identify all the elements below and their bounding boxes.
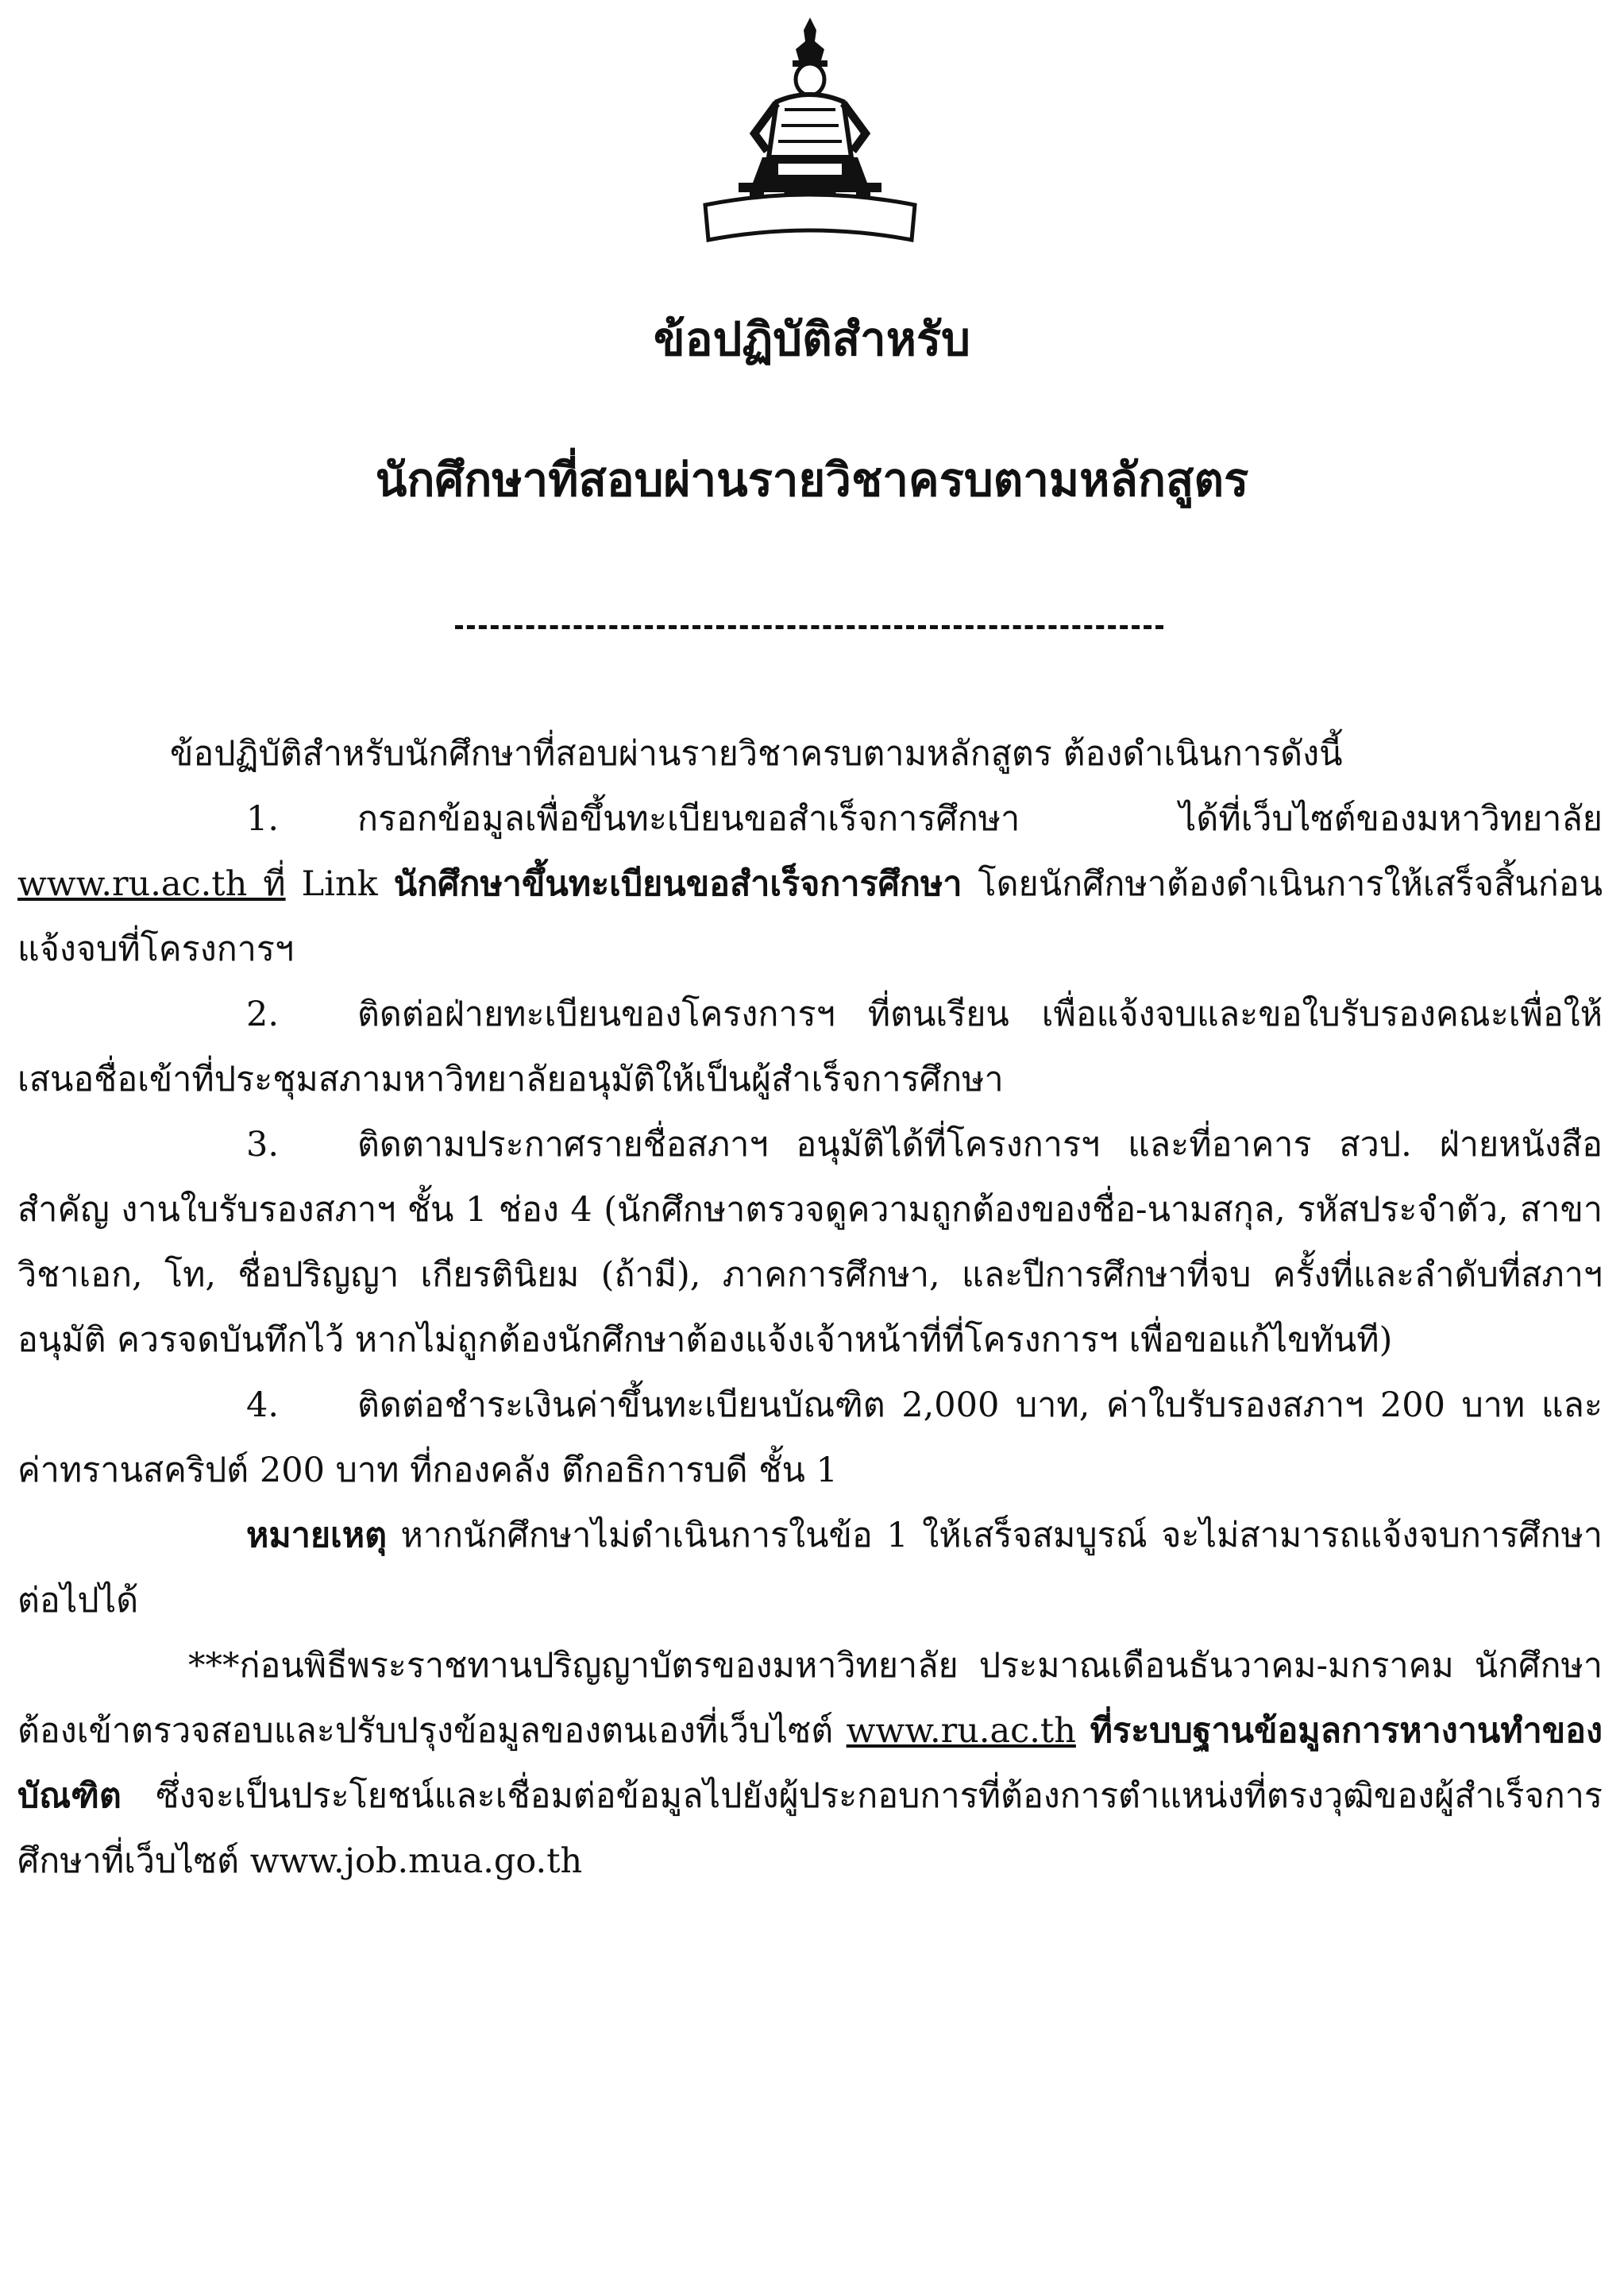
list-item-text: ติดตามประกาศรายชื่อสภาฯ อนุมัติได้ที่โครงการฯ และที่อาคาร สวป. ฝ่ายหนังสือสำคัญ งานใบรับรองสภาฯ ชั้น 1 ช่อง 4 (นักศึกษาตรวจดูความถูกต้องของชื่อ-นามสกุล, รหัสประจำตัว, สาขาวิชาเอก, โท, ชื่อปริญญา เกียรตินิยม (ถ้ามี), ภาคการศึกษา, และปีการศึกษาที่จบ ครั้งที่และลำดับที่สภาฯ อนุมัติ ควรจดบันทึกไว้ หากไม่ถูกต้องนักศึกษาต้องแจ้งเจ้าหน้าที่ที่โครงการฯ เพื่อขอแก้ไขทันที) (17, 1125, 1603, 1360)
announcement-text: ***ก่อนพิธีพระราชทานปริญญาบัตรของมหาวิทยาลัย ประมาณเดือนธันวาคม-มกราคม นักศึกษาต้องเข้าตรวจสอบและปรับปรุงข้อมูลของตนเองที่เว็บไซต์ (17, 1646, 1603, 1751)
intro-paragraph: ข้อปฏิบัติสำหรับนักศึกษาที่สอบผ่านรายวิชาครบตามหลักสูตร ต้องดำเนินการดังนี้ (170, 734, 1343, 774)
document-title-line-1: ข้อปฏิบัติสำหรับ (654, 312, 970, 366)
list-item-text: กรอกข้อมูลเพื่อขึ้นทะเบียนขอสำเร็จการศึกษา ได้ที่เว็บไซต์ของมหาวิทยาลัย (357, 799, 1603, 839)
announcement-bold-text: ที่ระบบฐานข้อมูลการหางานทำของบัณฑิต (17, 1711, 1603, 1816)
announcement-paragraph (17, 1633, 1603, 1894)
list-item-number: 3. (246, 1125, 280, 1165)
list-item-number: 2. (246, 995, 280, 1034)
list-item-2 (17, 982, 1603, 1112)
note-text: หากนักศึกษาไม่ดำเนินการในข้อ 1 ให้เสร็จสมบูรณ์ จะไม่สามารถแจ้งจบการศึกษาต่อไปได้ (17, 1516, 1603, 1621)
list-item-4 (17, 1373, 1603, 1503)
website-link[interactable]: www.ru.ac.th (846, 1711, 1076, 1751)
note-paragraph (17, 1503, 1603, 1633)
document-body (17, 721, 1603, 1894)
list-item-text: Link (285, 864, 394, 904)
note-label: หมายเหตุ (246, 1516, 387, 1555)
list-item-number: 4. (246, 1385, 280, 1425)
website-link[interactable]: www.ru.ac.th ที่ (17, 864, 286, 904)
list-item-3 (17, 1112, 1603, 1373)
list-item-text: ติดต่อฝ่ายทะเบียนของโครงการฯ ที่ตนเรียน เพื่อแจ้งจบและขอใบรับรองคณะเพื่อให้เสนอชื่อเข้าที่ประชุมสภามหาวิทยาลัยอนุมัติให้เป็นผู้สำเร็จการศึกษา (17, 995, 1603, 1099)
list-item-1 (17, 786, 1603, 982)
link-name-bold: นักศึกษาขึ้นทะเบียนขอสำเร็จการศึกษา (393, 864, 962, 904)
list-item-text: โดยนักศึกษาต้องดำเนินการให้เสร็จสิ้นก่อนแจ้งจบที่โครงการฯ (17, 864, 1603, 969)
list-item-number: 1. (246, 799, 280, 839)
university-seal-logo (699, 14, 921, 245)
document-title-line-2: นักศึกษาที่สอบผ่านรายวิชาครบตามหลักสูตร (375, 453, 1249, 507)
dashed-divider (455, 625, 1163, 629)
list-item-text: ติดต่อชำระเงินค่าขึ้นทะเบียนบัณฑิต 2,000 บาท, ค่าใบรับรองสภาฯ 200 บาท และค่าทรานสคริปต์ 200 บาท ที่กองคลัง ตึกอธิการบดี ชั้น 1 (17, 1385, 1603, 1490)
announcement-text: ซึ่งจะเป็นประโยชน์และเชื่อมต่อข้อมูลไปยังผู้ประกอบการที่ต้องการตำแหน่งที่ตรงวุฒิของผู้สำเร็จการศึกษาที่เว็บไซต์ www.job.mua.go.th (17, 1776, 1603, 1881)
seal-emblem-icon (699, 14, 921, 245)
